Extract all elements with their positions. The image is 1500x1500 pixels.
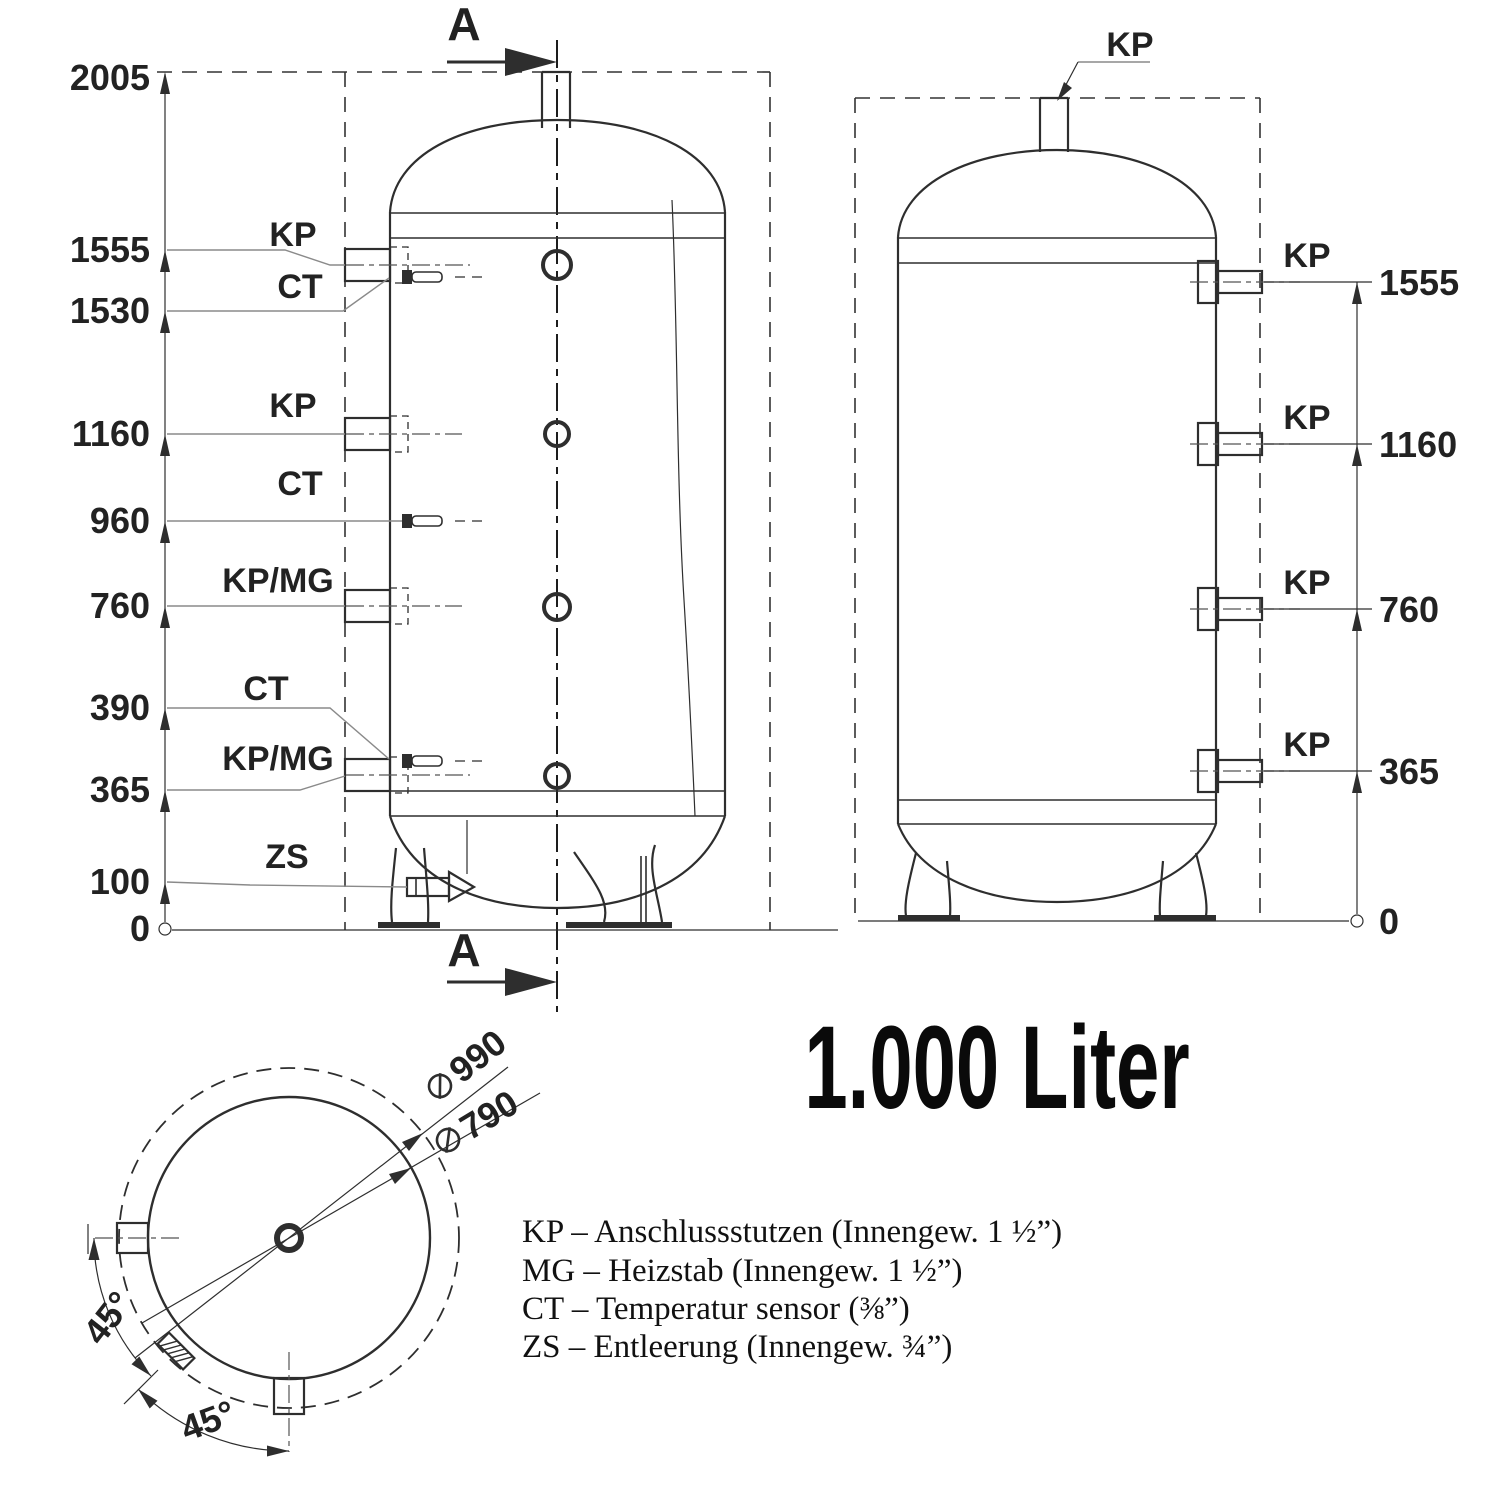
front-dim-2005: 2005 — [69, 57, 150, 98]
side-view — [855, 26, 1459, 942]
front-view — [70, 0, 838, 1012]
volume-title-group — [804, 1002, 1189, 1134]
front-port-labels — [222, 216, 333, 876]
side-port-kp-1160: KP — [1283, 399, 1331, 437]
front-dim-1160: 1160 — [71, 413, 150, 454]
diameter-symbol — [425, 1071, 456, 1102]
side-dim-0: 0 — [1379, 901, 1400, 942]
diameter-symbol — [433, 1125, 463, 1155]
diameter-dimensions — [135, 1021, 540, 1358]
section-label-bottom: A — [447, 924, 481, 976]
front-dim-365: 365 — [89, 769, 150, 810]
side-top-port-label: KP — [1106, 26, 1154, 64]
side-dim-365: 365 — [1379, 751, 1440, 792]
front-dim-390: 390 — [89, 687, 150, 728]
side-port-kp-365: KP — [1283, 726, 1331, 764]
front-dim-760: 760 — [89, 585, 150, 626]
svg-text:790: 790 — [452, 1081, 526, 1148]
front-dim-100: 100 — [89, 861, 150, 902]
side-feet — [898, 853, 1216, 918]
front-port-kpmg-760: KP/MG — [222, 562, 334, 600]
inner-diameter-label — [428, 1082, 525, 1163]
front-dim-0: 0 — [129, 908, 150, 949]
top-view — [75, 1021, 540, 1456]
section-arrow-top — [447, 0, 557, 76]
front-port-kp-1160: KP — [269, 387, 317, 425]
legend-line-ct: CT – Temperatur sensor (⅜”) — [522, 1291, 910, 1327]
angle-label-b: 45° — [175, 1391, 241, 1450]
svg-text:990: 990 — [441, 1021, 514, 1091]
side-dim-1160: 1160 — [1379, 424, 1458, 465]
side-port-kp-760: KP — [1283, 564, 1331, 602]
front-port-zs-100: ZS — [265, 838, 309, 876]
front-port-ct-960: CT — [277, 465, 323, 503]
section-arrow-bottom — [447, 924, 557, 996]
side-nozzles — [1190, 261, 1300, 792]
side-envelope-box — [855, 98, 1260, 921]
front-port-ct-390: CT — [243, 670, 289, 708]
side-port-kp-1555: KP — [1283, 237, 1331, 275]
front-dimension-numbers — [70, 57, 150, 949]
front-dim-960: 960 — [89, 500, 150, 541]
side-tank-outline — [898, 98, 1216, 902]
front-port-kp-1555: KP — [269, 216, 317, 254]
legend — [522, 1214, 1062, 1365]
side-top-kp-leader — [1057, 26, 1154, 101]
angle-label-a: 45° — [74, 1283, 141, 1352]
front-port-kpmg-365: KP/MG — [222, 740, 334, 778]
side-dim-760: 760 — [1379, 589, 1440, 630]
volume-title: 1.000 Liter — [804, 1001, 1190, 1134]
front-ct-sensors — [402, 270, 487, 768]
front-dimension-line — [159, 72, 171, 935]
front-dim-1555: 1555 — [69, 229, 150, 270]
side-port-labels — [1283, 237, 1330, 764]
side-dim-1555: 1555 — [1379, 262, 1460, 303]
side-dimension-numbers — [1379, 262, 1459, 942]
front-feet — [378, 845, 672, 925]
front-dim-1530: 1530 — [69, 290, 150, 331]
legend-line-zs: ZS – Entleerung (Innengew. ¾”) — [522, 1329, 953, 1365]
side-top-nozzle — [1040, 98, 1068, 152]
legend-line-kp: KP – Anschlussstutzen (Innengew. 1 ½”) — [522, 1214, 1063, 1250]
legend-line-mg: MG – Heizstab (Innengew. 1 ½”) — [522, 1253, 963, 1289]
front-break-curve — [672, 200, 695, 816]
side-dimension-line — [1264, 282, 1372, 927]
section-label-top: A — [447, 0, 481, 50]
angle-dimensions — [75, 1224, 289, 1457]
front-port-ct-1530: CT — [277, 268, 323, 306]
